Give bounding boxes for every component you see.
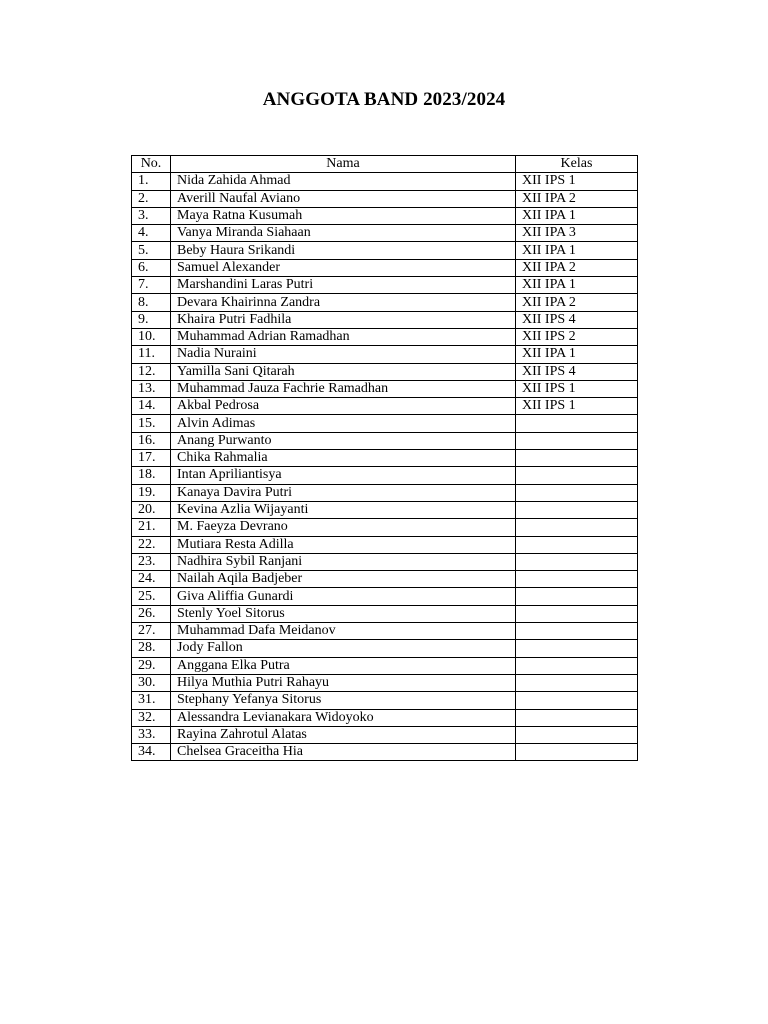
table-row — [132, 242, 638, 259]
cell-kelas — [516, 640, 638, 657]
cell-no: 4. — [132, 225, 171, 242]
table-row — [132, 640, 638, 657]
cell-kelas: XII IPA 2 — [516, 259, 638, 276]
cell-kelas: XII IPS 1 — [516, 380, 638, 397]
cell-no: 11. — [132, 346, 171, 363]
header-nama: Nama — [171, 156, 516, 173]
table-row — [132, 380, 638, 397]
cell-kelas: XII IPS 1 — [516, 398, 638, 415]
cell-kelas — [516, 450, 638, 467]
cell-no: 2. — [132, 190, 171, 207]
cell-kelas: XII IPA 2 — [516, 294, 638, 311]
members-table — [131, 155, 638, 761]
cell-kelas — [516, 605, 638, 622]
table-row — [132, 709, 638, 726]
table-row — [132, 588, 638, 605]
table-row — [132, 674, 638, 691]
cell-nama: Muhammad Jauza Fachrie Ramadhan — [171, 380, 516, 397]
cell-nama: Stephany Yefanya Sitorus — [171, 692, 516, 709]
cell-nama: Mutiara Resta Adilla — [171, 536, 516, 553]
cell-nama: Nadia Nuraini — [171, 346, 516, 363]
cell-nama: Anang Purwanto — [171, 432, 516, 449]
cell-no: 16. — [132, 432, 171, 449]
table-row — [132, 432, 638, 449]
cell-nama: Marshandini Laras Putri — [171, 277, 516, 294]
table-row — [132, 173, 638, 190]
table-row — [132, 623, 638, 640]
cell-no: 3. — [132, 207, 171, 224]
cell-nama: Chika Rahmalia — [171, 450, 516, 467]
cell-no: 33. — [132, 726, 171, 743]
cell-nama: Beby Haura Srikandi — [171, 242, 516, 259]
cell-no: 24. — [132, 571, 171, 588]
cell-kelas — [516, 467, 638, 484]
cell-nama: Anggana Elka Putra — [171, 657, 516, 674]
table-row — [132, 657, 638, 674]
cell-no: 32. — [132, 709, 171, 726]
cell-no: 21. — [132, 519, 171, 536]
cell-kelas: XII IPS 4 — [516, 311, 638, 328]
cell-kelas — [516, 519, 638, 536]
cell-no: 12. — [132, 363, 171, 380]
cell-no: 25. — [132, 588, 171, 605]
cell-nama: Rayina Zahrotul Alatas — [171, 726, 516, 743]
table-row — [132, 207, 638, 224]
cell-no: 6. — [132, 259, 171, 276]
cell-no: 34. — [132, 744, 171, 761]
table-row — [132, 294, 638, 311]
cell-nama: Jody Fallon — [171, 640, 516, 657]
cell-kelas — [516, 501, 638, 518]
cell-nama: Stenly Yoel Sitorus — [171, 605, 516, 622]
cell-nama: Yamilla Sani Qitarah — [171, 363, 516, 380]
header-kelas: Kelas — [516, 156, 638, 173]
cell-no: 31. — [132, 692, 171, 709]
table-row — [132, 484, 638, 501]
table-row — [132, 363, 638, 380]
cell-kelas — [516, 553, 638, 570]
cell-kelas: XII IPA 2 — [516, 190, 638, 207]
cell-no: 10. — [132, 328, 171, 345]
cell-no: 28. — [132, 640, 171, 657]
table-row — [132, 605, 638, 622]
cell-no: 27. — [132, 623, 171, 640]
table-row — [132, 467, 638, 484]
cell-nama: Vanya Miranda Siahaan — [171, 225, 516, 242]
table-row — [132, 553, 638, 570]
cell-nama: Nida Zahida Ahmad — [171, 173, 516, 190]
table-row — [132, 536, 638, 553]
cell-kelas — [516, 571, 638, 588]
cell-kelas — [516, 657, 638, 674]
cell-kelas — [516, 726, 638, 743]
table-body — [132, 173, 638, 761]
cell-kelas: XII IPS 1 — [516, 173, 638, 190]
table-row — [132, 398, 638, 415]
cell-nama: Hilya Muthia Putri Rahayu — [171, 674, 516, 691]
table-row — [132, 450, 638, 467]
table-row — [132, 519, 638, 536]
cell-kelas — [516, 709, 638, 726]
cell-no: 18. — [132, 467, 171, 484]
cell-no: 17. — [132, 450, 171, 467]
cell-nama: Kanaya Davira Putri — [171, 484, 516, 501]
table-row — [132, 726, 638, 743]
cell-nama: Alessandra Levianakara Widoyoko — [171, 709, 516, 726]
cell-nama: Devara Khairinna Zandra — [171, 294, 516, 311]
cell-nama: Giva Aliffia Gunardi — [171, 588, 516, 605]
table-row — [132, 346, 638, 363]
cell-no: 22. — [132, 536, 171, 553]
cell-no: 8. — [132, 294, 171, 311]
cell-kelas: XII IPA 1 — [516, 346, 638, 363]
table-row — [132, 225, 638, 242]
cell-no: 20. — [132, 501, 171, 518]
cell-nama: Muhammad Dafa Meidanov — [171, 623, 516, 640]
cell-kelas — [516, 484, 638, 501]
cell-kelas — [516, 432, 638, 449]
cell-no: 29. — [132, 657, 171, 674]
cell-no: 26. — [132, 605, 171, 622]
table-header-row — [132, 156, 638, 173]
cell-nama: Khaira Putri Fadhila — [171, 311, 516, 328]
table-row — [132, 415, 638, 432]
cell-nama: Akbal Pedrosa — [171, 398, 516, 415]
table-row — [132, 311, 638, 328]
cell-kelas — [516, 415, 638, 432]
cell-nama: M. Faeyza Devrano — [171, 519, 516, 536]
cell-nama: Nailah Aqila Badjeber — [171, 571, 516, 588]
cell-kelas: XII IPS 4 — [516, 363, 638, 380]
cell-no: 15. — [132, 415, 171, 432]
cell-no: 7. — [132, 277, 171, 294]
table-row — [132, 328, 638, 345]
cell-nama: Intan Apriliantisya — [171, 467, 516, 484]
table-row — [132, 692, 638, 709]
page-title: ANGGOTA BAND 2023/2024 — [262, 89, 506, 110]
cell-kelas: XII IPS 2 — [516, 328, 638, 345]
cell-kelas — [516, 674, 638, 691]
cell-kelas — [516, 744, 638, 761]
cell-nama: Samuel Alexander — [171, 259, 516, 276]
table-row — [132, 744, 638, 761]
cell-no: 9. — [132, 311, 171, 328]
table-row — [132, 571, 638, 588]
cell-no: 5. — [132, 242, 171, 259]
table-row — [132, 277, 638, 294]
cell-kelas — [516, 692, 638, 709]
cell-nama: Alvin Adimas — [171, 415, 516, 432]
cell-nama: Muhammad Adrian Ramadhan — [171, 328, 516, 345]
cell-kelas — [516, 536, 638, 553]
table-row — [132, 190, 638, 207]
cell-kelas: XII IPA 1 — [516, 242, 638, 259]
cell-no: 30. — [132, 674, 171, 691]
cell-no: 23. — [132, 553, 171, 570]
cell-nama: Chelsea Graceitha Hia — [171, 744, 516, 761]
table-row — [132, 501, 638, 518]
cell-no: 14. — [132, 398, 171, 415]
cell-no: 19. — [132, 484, 171, 501]
cell-kelas — [516, 623, 638, 640]
cell-kelas: XII IPA 3 — [516, 225, 638, 242]
cell-nama: Nadhira Sybil Ranjani — [171, 553, 516, 570]
cell-kelas — [516, 588, 638, 605]
table-row — [132, 259, 638, 276]
cell-nama: Kevina Azlia Wijayanti — [171, 501, 516, 518]
header-no: No. — [132, 156, 171, 173]
cell-nama: Maya Ratna Kusumah — [171, 207, 516, 224]
cell-kelas: XII IPA 1 — [516, 207, 638, 224]
cell-kelas: XII IPA 1 — [516, 277, 638, 294]
cell-no: 1. — [132, 173, 171, 190]
cell-no: 13. — [132, 380, 171, 397]
cell-nama: Averill Naufal Aviano — [171, 190, 516, 207]
